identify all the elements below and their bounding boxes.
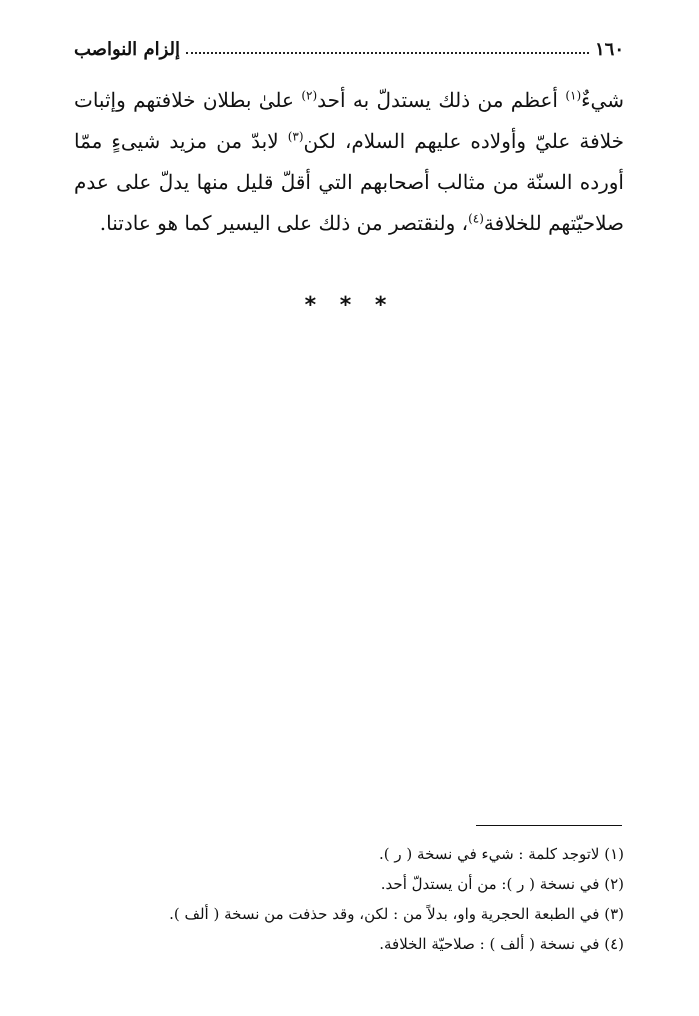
footnotes (74, 839, 624, 959)
footnote-divider (476, 825, 622, 826)
footnote-ref: (٤) (468, 211, 484, 226)
paragraph-segment: أعظم من ذلك يستدلّ به أحد (317, 88, 566, 112)
footnote-1: (١) لاتوجد كلمة : شيء في نسخة ( ر ). (379, 845, 624, 863)
paragraph-segment: لابدّ من مزيد شيىءٍ ممّا أورده السنّة من مثالب أصحابهم التي أقلّ قليل منها يدلّ على عدم صلاحيّتهم للخلافة (74, 129, 624, 235)
paragraph-segment: شيءٌ (581, 88, 624, 112)
page-header (74, 30, 624, 60)
footnote-2: (٢) في نسخة ( ر ): من أن يستدلّ أحد. (380, 875, 624, 893)
section-separator: * * * (304, 293, 395, 318)
footnote-ref: (٢) (301, 88, 318, 103)
page-number: ١٦٠ (594, 39, 624, 60)
footnote-3: (٣) في الطبعة الحجرية واو، بدلاً من : لكن، وقد حذفت من نسخة ( ألف ). (169, 905, 624, 923)
header-leader-dots (186, 51, 589, 54)
footnote-ref: (٣) (287, 129, 304, 144)
footnote-4: (٤) في نسخة ( ألف ) : صلاحيّة الخلافة. (379, 935, 624, 953)
main-paragraph (74, 80, 624, 244)
footnote-ref: (١) (565, 88, 582, 103)
running-title: إلزام النواصب (74, 39, 181, 60)
paragraph-segment: ، ولنقتصر من ذلك على اليسير كما هو عادتنا. (99, 211, 469, 235)
paragraph-segment: علىٰ بطلان خلافتهم وإثبات خلافة عليّ وأولاده عليهم السلام، لكن (74, 88, 624, 153)
